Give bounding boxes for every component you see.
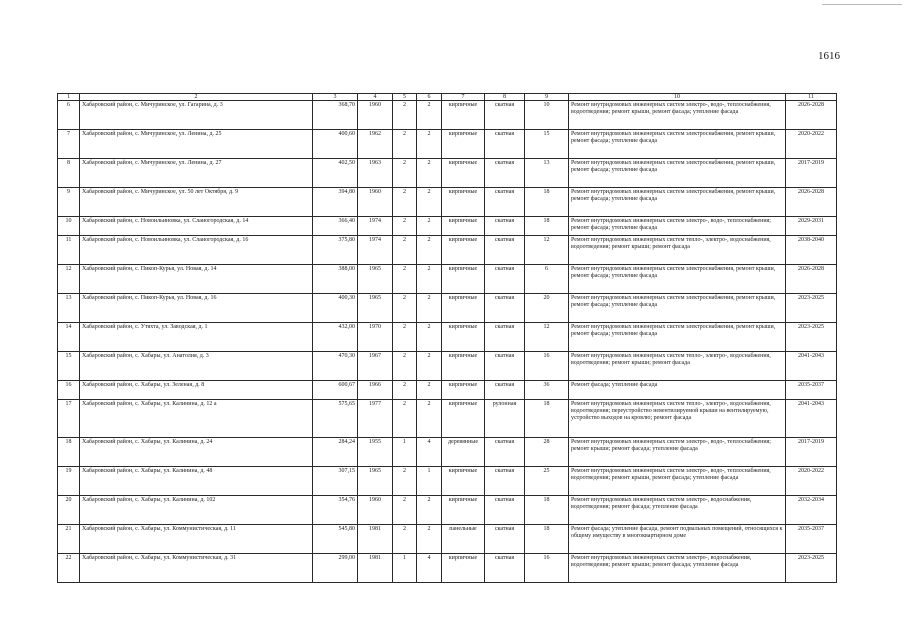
units-cell: 16	[525, 352, 569, 381]
floors-cell: 2	[393, 323, 417, 352]
entrances-cell: 4	[417, 438, 442, 467]
floors-cell: 2	[393, 188, 417, 217]
units-cell: 18	[525, 188, 569, 217]
year-cell: 1962	[358, 130, 393, 159]
row-number-cell: 10	[58, 217, 80, 236]
repair-works-cell: Ремонт внутридомовых инженерных систем электроснабжения, ремонт крыши, ремонт фасада; утепление фасада	[569, 188, 786, 217]
roof-type-cell: скатная	[485, 236, 525, 265]
repair-works-cell: Ремонт внутридомовых инженерных систем электро-, водо-, теплоснабжения; ремонт крыши; ремонт фасада; утепление фасада	[569, 438, 786, 467]
table-row	[58, 101, 837, 130]
address-cell: Хабаровский район, с. Хабары, ул. Зеленая, д. 8	[80, 381, 313, 400]
floors-cell: 2	[393, 352, 417, 381]
column-number-cell: 7	[442, 94, 485, 101]
year-cell: 1960	[358, 188, 393, 217]
table-row	[58, 236, 837, 265]
column-number-cell: 4	[358, 94, 393, 101]
row-number-cell: 21	[58, 525, 80, 554]
row-number-cell: 22	[58, 554, 80, 583]
column-number-cell: 6	[417, 94, 442, 101]
repair-period-cell: 2026-2028	[786, 188, 837, 217]
roof-type-cell: скатная	[485, 352, 525, 381]
roof-type-cell: скатная	[485, 323, 525, 352]
units-cell: 18	[525, 496, 569, 525]
repair-works-cell: Ремонт внутридомовых инженерных систем электро-, водо-, теплоснабжения, водоотведения; ремонт крыши, ремонт фасада; утепление фасада	[569, 101, 786, 130]
table-row	[58, 265, 837, 294]
repair-period-cell: 2026-2028	[786, 101, 837, 130]
units-cell: 13	[525, 159, 569, 188]
address-cell: Хабаровский район, с. Мичуринское, ул. Ленина, д. 27	[80, 159, 313, 188]
entrances-cell: 1	[417, 467, 442, 496]
repair-period-cell: 2032-2034	[786, 496, 837, 525]
address-cell: Хабаровский район, с. Хабары, ул. Коммунистическая, д. 11	[80, 525, 313, 554]
repair-period-cell: 2017-2019	[786, 159, 837, 188]
wall-material-cell: кирпичные	[442, 496, 485, 525]
roof-type-cell: скатная	[485, 217, 525, 236]
units-cell: 15	[525, 130, 569, 159]
year-cell: 1965	[358, 265, 393, 294]
address-cell: Хабаровский район, с. Хабары, ул. Коммунистическая, д. 31	[80, 554, 313, 583]
row-number-cell: 9	[58, 188, 80, 217]
units-cell: 18	[525, 217, 569, 236]
area-cell: 575,65	[313, 400, 358, 438]
floors-cell: 2	[393, 294, 417, 323]
address-cell: Хабаровский район, с. Мичуринское, ул. 50 лет Октября, д. 9	[80, 188, 313, 217]
repair-works-cell: Ремонт внутридомовых инженерных систем тепло-, электро-, водоснабжения, водоотведения; ремонт крыши; ремонт фасада	[569, 352, 786, 381]
roof-type-cell: скатная	[485, 467, 525, 496]
area-cell: 600,67	[313, 381, 358, 400]
repair-works-cell: Ремонт внутридомовых инженерных систем электроснабжения, ремонт крыши, ремонт фасада; утепление фасада	[569, 130, 786, 159]
units-cell: 36	[525, 381, 569, 400]
repair-period-cell: 2017-2019	[786, 438, 837, 467]
address-cell: Хабаровский район, с. Мичуринское, ул. Ленина, д. 25	[80, 130, 313, 159]
wall-material-cell: кирпичные	[442, 236, 485, 265]
wall-material-cell: кирпичные	[442, 217, 485, 236]
units-cell: 12	[525, 236, 569, 265]
entrances-cell: 4	[417, 554, 442, 583]
floors-cell: 2	[393, 236, 417, 265]
area-cell: 470,30	[313, 352, 358, 381]
entrances-cell: 2	[417, 265, 442, 294]
wall-material-cell: кирпичные	[442, 130, 485, 159]
table-row	[58, 188, 837, 217]
repair-works-cell: Ремонт внутридомовых инженерных систем электроснабжения, ремонт крыши, ремонт фасада; утепление фасада	[569, 159, 786, 188]
wall-material-cell: кирпичные	[442, 400, 485, 438]
floors-cell: 2	[393, 265, 417, 294]
year-cell: 1974	[358, 217, 393, 236]
year-cell: 1981	[358, 525, 393, 554]
area-cell: 284,24	[313, 438, 358, 467]
floors-cell: 2	[393, 496, 417, 525]
units-cell: 25	[525, 467, 569, 496]
wall-material-cell: кирпичные	[442, 265, 485, 294]
table-row	[58, 352, 837, 381]
row-number-cell: 19	[58, 467, 80, 496]
entrances-cell: 2	[417, 217, 442, 236]
units-cell: 28	[525, 438, 569, 467]
floors-cell: 2	[393, 400, 417, 438]
table-row	[58, 217, 837, 236]
housing-repair-table	[57, 93, 837, 583]
row-number-cell: 14	[58, 323, 80, 352]
floors-cell: 1	[393, 438, 417, 467]
column-number-cell: 2	[80, 94, 313, 101]
entrances-cell: 2	[417, 352, 442, 381]
entrances-cell: 2	[417, 159, 442, 188]
floors-cell: 2	[393, 467, 417, 496]
floors-cell: 2	[393, 101, 417, 130]
area-cell: 400,30	[313, 294, 358, 323]
roof-type-cell: скатная	[485, 525, 525, 554]
entrances-cell: 2	[417, 236, 442, 265]
units-cell: 18	[525, 400, 569, 438]
table-row	[58, 381, 837, 400]
repair-works-cell: Ремонт фасада; утепление фасада	[569, 381, 786, 400]
floors-cell: 1	[393, 554, 417, 583]
row-number-cell: 7	[58, 130, 80, 159]
year-cell: 1966	[358, 381, 393, 400]
address-cell: Хабаровский район, с. Хабары, ул. Калинина, д. 102	[80, 496, 313, 525]
year-cell: 1960	[358, 101, 393, 130]
row-number-cell: 13	[58, 294, 80, 323]
repair-period-cell: 2023-2025	[786, 554, 837, 583]
roof-type-cell: скатная	[485, 130, 525, 159]
year-cell: 1965	[358, 467, 393, 496]
repair-works-cell: Ремонт внутридомовых инженерных систем электроснабжения, ремонт крыши, ремонт фасада; утепление фасада	[569, 265, 786, 294]
entrances-cell: 2	[417, 496, 442, 525]
column-number-cell: 11	[786, 94, 837, 101]
area-cell: 388,00	[313, 265, 358, 294]
wall-material-cell: кирпичные	[442, 323, 485, 352]
wall-material-cell: деревянные	[442, 438, 485, 467]
table-row	[58, 130, 837, 159]
table-row	[58, 294, 837, 323]
area-cell: 307,15	[313, 467, 358, 496]
area-cell: 354,76	[313, 496, 358, 525]
year-cell: 1967	[358, 352, 393, 381]
units-cell: 16	[525, 554, 569, 583]
year-cell: 1970	[358, 323, 393, 352]
entrances-cell: 2	[417, 400, 442, 438]
floors-cell: 2	[393, 217, 417, 236]
repair-period-cell: 2023-2025	[786, 294, 837, 323]
row-number-cell: 6	[58, 101, 80, 130]
repair-works-cell: Ремонт внутридомовых инженерных систем электро-, водоснабжения, водоотведения; ремонт фасада; утепление фасада	[569, 496, 786, 525]
table-row	[58, 438, 837, 467]
floors-cell: 2	[393, 525, 417, 554]
wall-material-cell: кирпичные	[442, 381, 485, 400]
table-row	[58, 496, 837, 525]
year-cell: 1965	[358, 294, 393, 323]
address-cell: Хабаровский район, с. Пикоп-Курья, ул. Новая, д. 14	[80, 265, 313, 294]
units-cell: 10	[525, 101, 569, 130]
repair-works-cell: Ремонт внутридомовых инженерных систем электро-, водо-, теплоснабжения, водоотведения; ремонт крыши, ремонт фасада; утепление фасада	[569, 467, 786, 496]
wall-material-cell: кирпичные	[442, 554, 485, 583]
column-number-cell: 10	[569, 94, 786, 101]
table-row	[58, 554, 837, 583]
area-cell: 368,70	[313, 101, 358, 130]
table-body	[58, 94, 837, 583]
wall-material-cell: кирпичные	[442, 159, 485, 188]
year-cell: 1974	[358, 236, 393, 265]
area-cell: 402,50	[313, 159, 358, 188]
roof-type-cell: скатная	[485, 101, 525, 130]
floors-cell: 2	[393, 159, 417, 188]
column-number-cell: 9	[525, 94, 569, 101]
entrances-cell: 2	[417, 294, 442, 323]
address-cell: Хабаровский район, с. Хабары, ул. Калинина, д. 24	[80, 438, 313, 467]
area-cell: 299,00	[313, 554, 358, 583]
year-cell: 1977	[358, 400, 393, 438]
area-cell: 366,40	[313, 217, 358, 236]
address-cell: Хабаровский район, с. Пикоп-Курья, ул. Новая, д. 16	[80, 294, 313, 323]
roof-type-cell: рулонная	[485, 400, 525, 438]
repair-period-cell: 2020-2022	[786, 467, 837, 496]
repair-period-cell: 2023-2025	[786, 323, 837, 352]
repair-period-cell: 2020-2022	[786, 130, 837, 159]
units-cell: 6	[525, 265, 569, 294]
table-row	[58, 159, 837, 188]
repair-period-cell: 2041-2043	[786, 352, 837, 381]
row-number-cell: 18	[58, 438, 80, 467]
roof-type-cell: скатная	[485, 554, 525, 583]
column-number-row	[58, 94, 837, 101]
entrances-cell: 2	[417, 101, 442, 130]
repair-works-cell: Ремонт фасада; утепление фасада, ремонт подвальных помещений, относящихся к общему имуществу в многоквартирном доме	[569, 525, 786, 554]
address-cell: Хабаровский район, с. Хабары, ул. Анатолия, д. 3	[80, 352, 313, 381]
repair-period-cell: 2035-2037	[786, 381, 837, 400]
year-cell: 1955	[358, 438, 393, 467]
year-cell: 1960	[358, 496, 393, 525]
row-number-cell: 11	[58, 236, 80, 265]
floors-cell: 2	[393, 381, 417, 400]
roof-type-cell: скатная	[485, 159, 525, 188]
roof-type-cell: скатная	[485, 265, 525, 294]
table-row	[58, 467, 837, 496]
repair-works-cell: Ремонт внутридомовых инженерных систем электро-, водоснабжения, водоотведения; ремонт крыши; ремонт фасада; утепление фасада	[569, 554, 786, 583]
repair-works-cell: Ремонт внутридомовых инженерных систем тепло-, электро-, водоснабжения, водоотведения; переустройство невентилируемой крыши на вентилируемую, устройство выходов на кровлю; ремонт фасада	[569, 400, 786, 438]
wall-material-cell: кирпичные	[442, 352, 485, 381]
row-number-cell: 17	[58, 400, 80, 438]
repair-period-cell: 2041-2043	[786, 400, 837, 438]
roof-type-cell: скатная	[485, 294, 525, 323]
row-number-cell: 20	[58, 496, 80, 525]
year-cell: 1981	[358, 554, 393, 583]
units-cell: 12	[525, 323, 569, 352]
column-number-cell: 1	[58, 94, 80, 101]
repair-period-cell: 2029-2031	[786, 217, 837, 236]
roof-type-cell: скатная	[485, 188, 525, 217]
roof-type-cell: скатная	[485, 438, 525, 467]
top-edge-line	[822, 4, 902, 5]
table-row	[58, 525, 837, 554]
repair-period-cell: 2038-2040	[786, 236, 837, 265]
table-row	[58, 400, 837, 438]
repair-period-cell: 2026-2028	[786, 265, 837, 294]
entrances-cell: 2	[417, 525, 442, 554]
floors-cell: 2	[393, 130, 417, 159]
page-number: 1616	[818, 50, 840, 62]
repair-works-cell: Ремонт внутридомовых инженерных систем электроснабжения, ремонт крыши, ремонт фасада; утепление фасада	[569, 323, 786, 352]
row-number-cell: 8	[58, 159, 80, 188]
area-cell: 394,80	[313, 188, 358, 217]
column-number-cell: 3	[313, 94, 358, 101]
roof-type-cell: скатная	[485, 496, 525, 525]
roof-type-cell: скатная	[485, 381, 525, 400]
area-cell: 375,80	[313, 236, 358, 265]
row-number-cell: 12	[58, 265, 80, 294]
address-cell: Хабаровский район, с. Хабары, ул. Калинина, д. 48	[80, 467, 313, 496]
wall-material-cell: кирпичные	[442, 188, 485, 217]
entrances-cell: 2	[417, 323, 442, 352]
entrances-cell: 2	[417, 188, 442, 217]
area-cell: 400,60	[313, 130, 358, 159]
units-cell: 20	[525, 294, 569, 323]
address-cell: Хабаровский район, с. Новоильиновка, ул. Слаиогородская, д. 14	[80, 217, 313, 236]
repair-works-cell: Ремонт внутридомовых инженерных систем электро-, водо-, теплоснабжения; ремонт фасада; утепление фасада	[569, 217, 786, 236]
area-cell: 545,80	[313, 525, 358, 554]
address-cell: Хабаровский район, с. Мичуринское, ул. Гагарина, д. 3	[80, 101, 313, 130]
entrances-cell: 2	[417, 130, 442, 159]
year-cell: 1963	[358, 159, 393, 188]
address-cell: Хабаровский район, с. Новоильиновка, ул. Слаиогородская, д. 16	[80, 236, 313, 265]
column-number-cell: 8	[485, 94, 525, 101]
entrances-cell: 2	[417, 381, 442, 400]
repair-period-cell: 2035-2037	[786, 525, 837, 554]
address-cell: Хабаровский район, с. Утяхта, ул. Заводская, д. 1	[80, 323, 313, 352]
area-cell: 432,00	[313, 323, 358, 352]
repair-works-cell: Ремонт внутридомовых инженерных систем электроснабжения, ремонт крыши, ремонт фасада; утепление фасада	[569, 294, 786, 323]
units-cell: 18	[525, 525, 569, 554]
wall-material-cell: кирпичные	[442, 294, 485, 323]
wall-material-cell: кирпичные	[442, 467, 485, 496]
wall-material-cell: панельные	[442, 525, 485, 554]
column-number-cell: 5	[393, 94, 417, 101]
address-cell: Хабаровский район, с. Хабары, ул. Калинина, д. 12 а	[80, 400, 313, 438]
table-row	[58, 323, 837, 352]
wall-material-cell: кирпичные	[442, 101, 485, 130]
row-number-cell: 16	[58, 381, 80, 400]
row-number-cell: 15	[58, 352, 80, 381]
repair-works-cell: Ремонт внутридомовых инженерных систем тепло-, электро-, водоснабжения, водоотведения; ремонт крыши; ремонт фасада	[569, 236, 786, 265]
